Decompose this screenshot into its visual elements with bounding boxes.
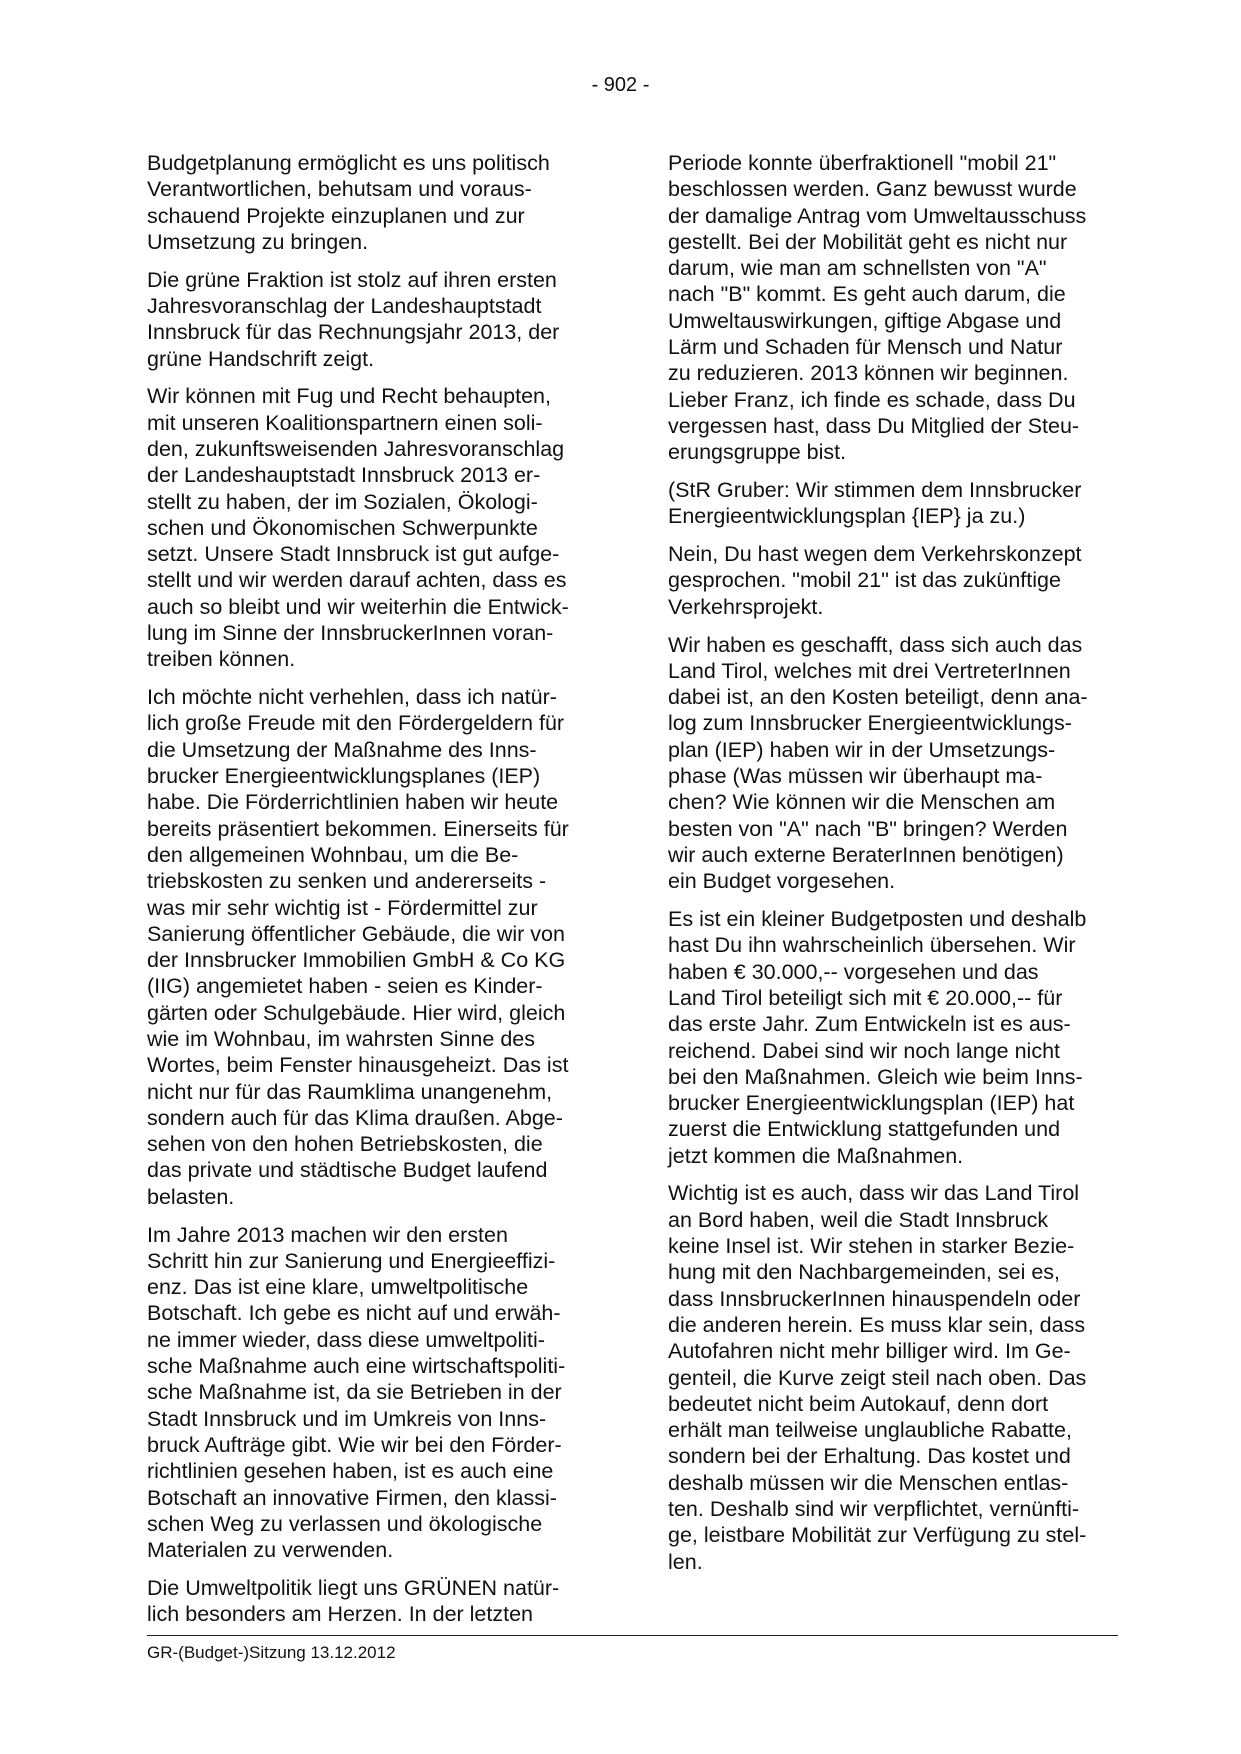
- paragraph: Nein, Du hast wegen dem Verkehrskonzept gesprochen. "mobil 21" ist das zukünftige Verkehrsprojekt.: [668, 542, 1082, 619]
- left-text-column: [147, 150, 597, 1639]
- page-number: - 902 -: [591, 74, 650, 96]
- paragraph: Es ist ein kleiner Budgetposten und deshalb hast Du ihn wahrscheinlich übersehen. Wir haben € 30.000,-- vorgesehen und das Land Tirol beteiligt sich mit € 20.000,-- für das erste Jahr. Zum Entwickeln ist es aus- reichend. Dabei sind wir noch lange nicht bei den Maßnahmen. Gleich wie beim Inns- brucker Energieentwicklungsplan (IEP) hat zuerst die Entwicklung stattgefunden und jetzt kommen die Maßnahmen.: [668, 907, 1087, 1168]
- paragraph: Wichtig ist es auch, dass wir das Land Tirol an Bord haben, weil die Stadt Innsbruck keine Insel ist. Wir stehen in starker Bezie- hung mit den Nachbargemeinden, sei es, dass InnsbruckerInnen hinauspendeln oder die anderen herein. Es muss klar sein, dass Autofahren nicht mehr billiger wird. Im Ge- genteil, die Kurve zeigt steil nach oben. Das bedeutet nicht beim Autokauf, denn dort erhält man teilweise unglaubliche Rabatte, sondern bei der Erhaltung. Das kostet und deshalb müssen wir die Menschen entlas- ten. Deshalb sind wir verpflichtet, vernünfti- ge, leistbare Mobilität zur Verfügung zu stel- len.: [668, 1181, 1087, 1574]
- paragraph: Periode konnte überfraktionell "mobil 21" beschlossen werden. Ganz bewusst wurde der damalige Antrag vom Umweltausschuss gestellt. Bei der Mobilität geht es nicht nur darum, wie man am schnellsten von "A" nach "B" kommt. Es geht auch darum, die Umweltauswirkungen, giftige Abgase und Lärm und Schaden für Mensch und Natur zu reduzieren. 2013 können wir beginnen. Lieber Franz, ich finde es schade, dass Du vergessen hast, dass Du Mitglied der Steu- erungsgruppe bist.: [668, 151, 1087, 465]
- paragraph: Ich möchte nicht verhehlen, dass ich natür- lich große Freude mit den Fördergeldern für die Umsetzung der Maßnahme des Inns- brucker Energieentwicklungsplanes (IEP) habe. Die Förderrichtlinien haben wir heute bereits präsentiert bekommen. Einerseits für den allgemeinen Wohnbau, um die Be- triebskosten zu senken und andererseits - was mir sehr wichtig ist - Fördermittel zur Sanierung öffentlicher Gebäude, die wir von der Innsbrucker Immobilien GmbH & Co KG (IIG) angemietet haben - seien es Kinder- gärten oder Schulgebäude. Hier wird, gleich wie im Wohnbau, im wahrsten Sinne des Wortes, beim Fenster hinausgeheizt. Das ist nicht nur für das Raumklima unangenehm, sondern auch für das Klima draußen. Abge- sehen von den hohen Betriebskosten, die das private und städtische Budget laufend belasten.: [147, 685, 569, 1209]
- right-text-column: [668, 150, 1118, 1586]
- paragraph: Die Umweltpolitik liegt uns GRÜNEN natür- lich besonders am Herzen. In der letzten: [147, 1575, 560, 1627]
- paragraph: Wir haben es geschafft, dass sich auch das Land Tirol, welches mit drei VertreterInnen dabei ist, an den Kosten beteiligt, denn ana- log zum Innsbrucker Energieentwicklungs- plan (IEP) haben wir in der Umsetzungs- phase (Was müssen wir überhaupt ma- chen? Wie können wir die Menschen am besten von "A" nach "B" bringen? Werden wir auch externe BeraterInnen benötigen) ein Budget vorgesehen.: [668, 632, 1088, 894]
- paragraph: Die grüne Fraktion ist stolz auf ihren ersten Jahresvoranschlag der Landeshauptstadt Innsbruck für das Rechnungsjahr 2013, der grüne Handschrift zeigt.: [147, 267, 560, 371]
- paragraph: (StR Gruber: Wir stimmen dem Innsbrucker Energieentwicklungsplan {IEP} ja zu.): [668, 478, 1082, 529]
- paragraph: Im Jahre 2013 machen wir den ersten Schritt hin zur Sanierung und Energieeffizi- enz. Das ist eine klare, umweltpolitische Botschaft. Ich gebe es nicht auf und erwäh- ne immer wieder, dass diese umweltpoliti- sche Maßnahme auch eine wirtschaftspoliti- sche Maßnahme ist, da sie Betrieben in der Stadt Innsbruck und im Umkreis von Inns- bruck Aufträge gibt. Wie wir bei den Förder- richtlinien gesehen haben, ist es auch eine Botschaft an innovative Firmen, den klassi- schen Weg zu verlassen und ökologische Materialen zu verwenden.: [147, 1222, 566, 1563]
- footer-text: GR-(Budget-)Sitzung 13.12.2012: [147, 1643, 396, 1662]
- paragraph: Wir können mit Fug und Recht behaupten, mit unseren Koalitionspartnern einen soli- den, zukunftsweisenden Jahresvoranschlag der Landeshauptstadt Innsbruck 2013 er- stellt zu haben, der im Sozialen, Ökologi- schen und Ökonomischen Schwerpunkte setzt. Unsere Stadt Innsbruck ist gut aufge- stellt und wir werden darauf achten, dass es auch so bleibt und wir weiterhin die Entwick- lung im Sinne der InnsbruckerInnen voran- treiben können.: [147, 384, 569, 672]
- paragraph: Budgetplanung ermöglicht es uns politisch Verantwortlichen, behutsam und voraus- schauend Projekte einzuplanen und zur Umsetzung zu bringen.: [147, 151, 550, 254]
- footer-divider: [147, 1635, 1118, 1636]
